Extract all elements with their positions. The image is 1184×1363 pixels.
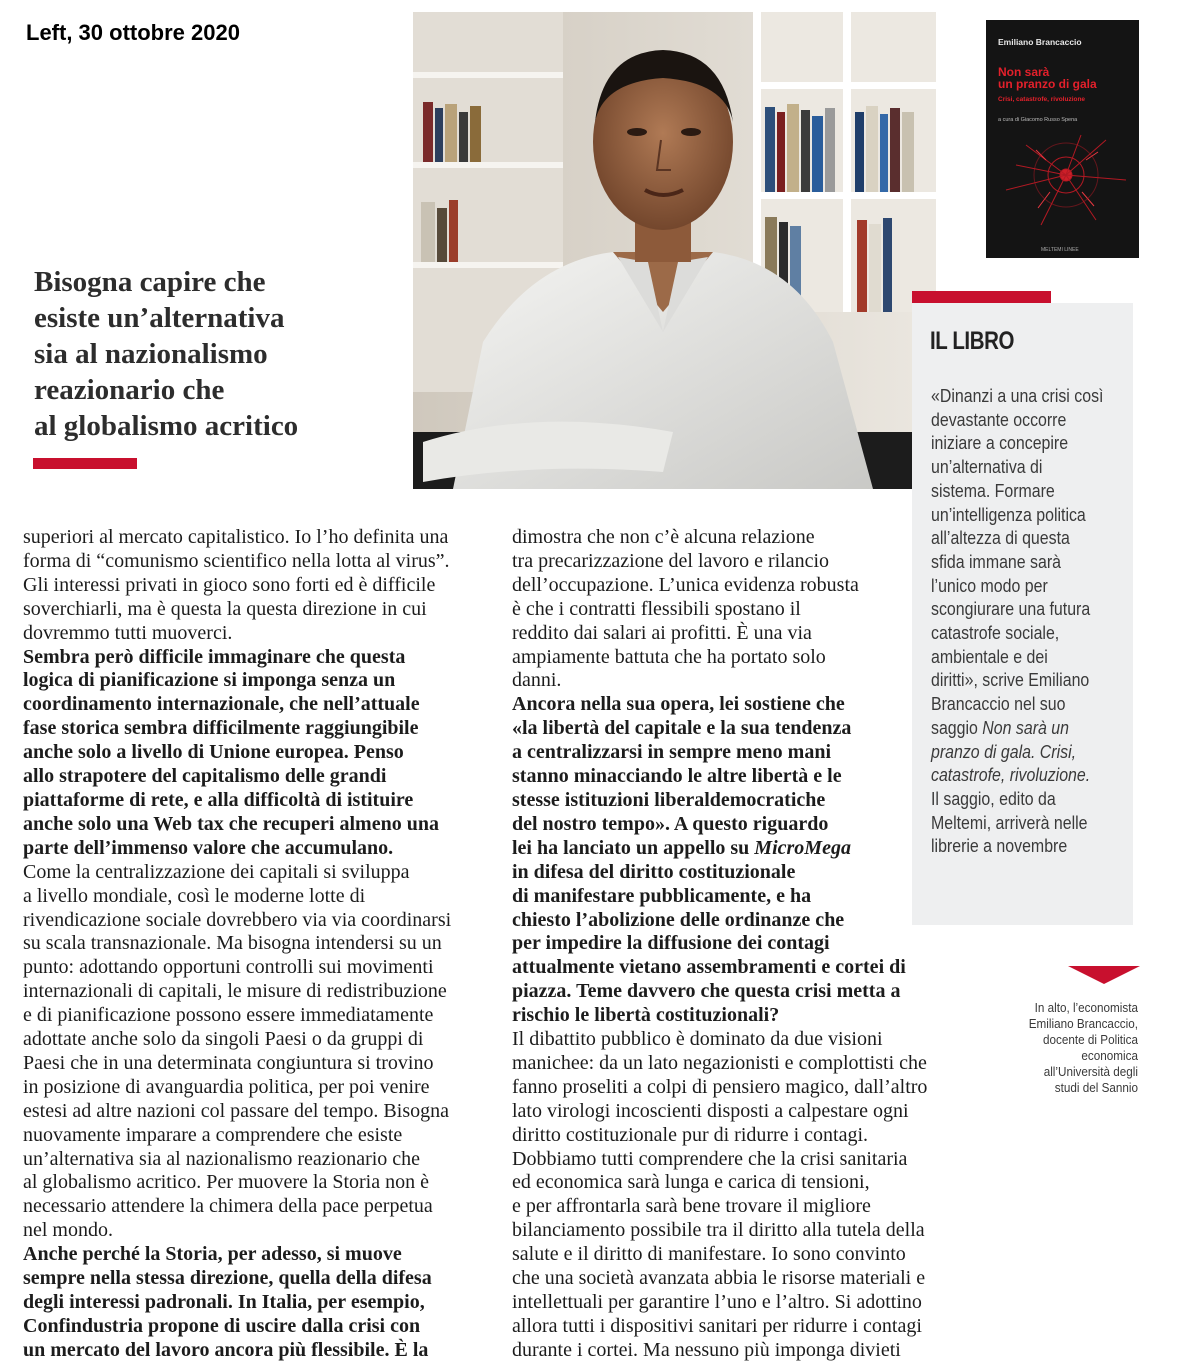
article-column-right [512, 526, 967, 1363]
pull-quote [34, 264, 404, 444]
text-line: necessario attendere la chimera della pace perpetua [23, 1195, 433, 1218]
question-paragraph [23, 646, 488, 861]
text-line: estesi ad altre nazioni col passare del tempo. Bisogna [23, 1099, 449, 1122]
answer-paragraph [512, 526, 967, 693]
pull-quote-line: reazionario che [34, 374, 225, 406]
sidebar-title: IL LIBRO [930, 327, 1015, 355]
text-line: a livello mondiale, così le moderne lotte di [23, 884, 366, 907]
book-cover-title-line: un pranzo di gala [998, 77, 1097, 91]
book-cover-title-line: Non sarà [998, 65, 1050, 79]
text-line: reddito dai salari ai profitti. È una via [512, 621, 812, 644]
text-line: in difesa del diritto costituzionale [512, 860, 796, 883]
text-line: logica di pianificazione si imponga senza un [23, 669, 396, 692]
text-line: lato virologi incoscienti disposti a calpestare ogni [512, 1099, 909, 1122]
text-line: manichee: da un lato negazionisti e complottisti che [512, 1051, 927, 1074]
sidebar-book-title-italic: catastrofe, rivoluzione. [931, 764, 1091, 786]
caption-line: Emiliano Brancaccio, [1028, 1016, 1138, 1031]
text-line: anche solo a livello di Unione europea. Penso [23, 741, 404, 764]
text-line: rischio le libertà costituzionali? [512, 1004, 780, 1027]
sidebar-line: sistema. Formare [931, 479, 1055, 501]
question-paragraph [23, 1243, 488, 1363]
sidebar-rule [912, 291, 1051, 303]
text-line: internazionali di capitali, le misure di redistribuzione [23, 980, 447, 1003]
text-line: e per affrontarla sarà bene trovare il migliore [512, 1195, 871, 1218]
text-line: attualmente vietano assembramenti e cortei di [512, 956, 906, 979]
text-line: «la libertà del capitale e la sua tendenza [512, 717, 852, 740]
text-line: chiesto l’abolizione delle ordinanze che [512, 908, 845, 931]
book-cover-editor: a cura di Giacomo Russo Spena [998, 117, 1078, 123]
text-line: coordinamento internazionale, che nell’attuale [23, 693, 420, 716]
book-cover-author: Emiliano Brancaccio [998, 37, 1082, 47]
pull-quote-line: al globalismo acritico [34, 410, 299, 442]
question-paragraph [512, 693, 967, 1028]
text-line: ed economica sarà lunga e carica di tensioni, [512, 1171, 870, 1194]
text-line: è che i contratti flessibili spostano il [512, 597, 801, 620]
text-line: fanno proseliti a colpi di pensiero magico, dall’altro [512, 1075, 928, 1098]
text-line: anche solo una Web tax che recuperi almeno una [23, 812, 439, 835]
text-line: allora tutti i dispositivi sanitari per ridurre i contagi [512, 1314, 922, 1337]
text-line: un mercato del lavoro ancora più flessibile. È la [23, 1338, 429, 1361]
caption-line: all’Università degli [1043, 1064, 1138, 1079]
sidebar-book-title-italic: Non sarà un [982, 716, 1069, 738]
text-line: stesse istituzioni liberaldemocratiche [512, 788, 826, 811]
sidebar-line: devastante occorre [931, 408, 1067, 430]
text-line-prefix: lei ha lanciato un appello su [512, 836, 750, 859]
sidebar-line: diritti», scrive Emiliano [931, 669, 1090, 691]
sidebar-line: scongiurare una futura [931, 598, 1091, 620]
pull-quote-line: esiste un’alternativa [34, 302, 285, 334]
micromega-italic: MicroMega [754, 836, 851, 859]
text-line: parte dell’immenso valore che accumulano. [23, 836, 394, 859]
text-line: Anche perché la Storia, per adesso, si muove [23, 1243, 402, 1266]
pull-quote-line: Bisogna capire che [34, 266, 266, 298]
text-line: intellettuali per garantire l’uno e l’altro. Si adottino [512, 1291, 922, 1313]
sidebar-line: «Dinanzi a una crisi così [931, 385, 1104, 406]
text-line: Il dibattito pubblico è dominato da due visioni [512, 1028, 883, 1051]
text-line: allo strapotere del capitalismo delle grandi [23, 765, 387, 788]
answer-paragraph [23, 526, 488, 646]
article-column-left [23, 526, 488, 1363]
text-line: punto: adottando opportuni controlli sui movimenti [23, 956, 434, 979]
text-line: Sembra però difficile immaginare che questa [23, 645, 406, 668]
sidebar-line-text: saggio [931, 716, 978, 738]
text-line: stanno minacciando le altre libertà e le [512, 765, 842, 788]
caption-arrow-icon [1068, 966, 1140, 986]
text-line: diritto costituzionale pur di ridurre i contagi. [512, 1123, 869, 1146]
text-line: di manifestare pubblicamente, e ha [512, 884, 812, 907]
text-line: Dobbiamo tutti comprendere che la crisi sanitaria [512, 1147, 908, 1170]
text-line: dimostra che non c’è alcuna relazione [512, 526, 815, 548]
caption-line: studi del Sannio [1054, 1080, 1138, 1095]
text-line: Gli interessi privati in gioco sono forti ed è difficile [23, 573, 436, 596]
text-line: dovremmo tutti muoverci. [23, 621, 233, 644]
text-line: Ancora nella sua opera, lei sostiene che [512, 693, 845, 716]
text-line: Paesi che in una determinata congiuntura si trovino [23, 1051, 434, 1074]
sidebar-line: iniziare a concepire [931, 432, 1069, 454]
book-cover [986, 20, 1139, 258]
text-line: Come la centralizzazione dei capitali si sviluppa [23, 860, 410, 883]
author-photo [413, 12, 936, 489]
text-line: adottate anche solo da singoli Paesi o da gruppi di [23, 1028, 424, 1051]
text-line: danni. [512, 669, 562, 692]
text-line: piattaforme di rete, e alla difficoltà di istituire [23, 788, 414, 811]
sidebar-line: catastrofe sociale, [931, 622, 1060, 644]
pull-quote-line: sia al nazionalismo [34, 338, 268, 370]
text-line: soverchiarli, ma è questa la questa direzione in cui [23, 597, 427, 620]
book-cover-publisher: MELTEMI LINEE [1041, 247, 1079, 253]
text-line [512, 837, 967, 861]
caption-line: economica [1081, 1048, 1138, 1063]
book-cover-artwork [986, 130, 1139, 240]
source-label: Left, 30 ottobre 2020 [26, 20, 240, 45]
book-cover-subtitle: Crisi, catastrofe, rivoluzione [998, 96, 1086, 103]
sidebar-book-title-italic: pranzo di gala. Crisi, [931, 740, 1077, 762]
text-line: un’alternativa sia al nazionalismo reazionario che [23, 1147, 421, 1170]
text-line: sempre nella stessa direzione, quella della difesa [23, 1267, 432, 1290]
text-line: forma di “comunismo scientifico nella lotta al virus”. [23, 549, 450, 572]
answer-paragraph [512, 1028, 967, 1363]
text-line: durante i cortei. Ma nessuno più imponga divieti [512, 1338, 901, 1361]
sidebar-line: Meltemi, arriverà nelle [931, 811, 1088, 833]
text-line: dell’occupazione. L’unica evidenza robusta [512, 573, 859, 596]
book-cover-title [998, 66, 1133, 90]
sidebar-line: un’alternativa di [931, 456, 1043, 478]
text-line: Confindustria propone di uscire dalla crisi con [23, 1314, 421, 1337]
sidebar-line: sfida immane sarà [931, 550, 1061, 572]
text-line: bilanciamento possibile tra il diritto alla tutela della [512, 1219, 925, 1242]
text-line: fase storica sembra difficilmente raggiungibile [23, 717, 419, 740]
text-line: in posizione di avanguardia politica, per poi venire [23, 1075, 430, 1098]
text-line: che una società avanzata abbia le risorse materiali e [512, 1267, 926, 1290]
text-line: salute e il diritto di manifestare. Io sono convinto [512, 1243, 906, 1266]
pull-quote-rule [33, 458, 137, 469]
sidebar-line: ambientale e dei [931, 645, 1048, 667]
caption-line: docente di Politica [1043, 1032, 1138, 1047]
sidebar-line: Il saggio, edito da [931, 787, 1056, 809]
answer-paragraph [23, 861, 488, 1244]
text-line: nuovamente imparare a comprendere che esiste [23, 1123, 403, 1146]
sidebar-line: Brancaccio nel suo [931, 693, 1066, 715]
text-line: piazza. Teme davvero che questa crisi metta a [512, 980, 901, 1003]
text-line: ampiamente battuta che ha portato solo [512, 645, 826, 668]
text-line: a centralizzarsi in sempre meno mani [512, 741, 832, 764]
sidebar-line: l’unico modo per [931, 574, 1048, 596]
text-line: su scala transnazionale. Ma bisogna intendersi su un [23, 932, 442, 955]
photo-caption [978, 1000, 1138, 1096]
sidebar-line: un’intelligenza politica [931, 503, 1086, 525]
sidebar-line: all’altezza di questa [931, 527, 1070, 549]
text-line: al globalismo acritico. Per muovere la Storia non è [23, 1171, 429, 1194]
text-line: superiori al mercato capitalistico. Io l’ho definita una [23, 526, 449, 548]
text-line: degli interessi padronali. In Italia, per esempio, [23, 1291, 425, 1313]
caption-line: In alto, l’economista [1034, 1000, 1138, 1015]
text-line: del nostro tempo». A questo riguardo [512, 812, 829, 835]
text-line: tra precarizzazione del lavoro e rilancio [512, 549, 830, 572]
sidebar-line: librerie a novembre [931, 835, 1068, 857]
text-line: per impedire la diffusione dei contagi [512, 932, 830, 955]
text-line: e di pianificazione possono essere immediatamente [23, 1004, 434, 1027]
text-line: rivendicazione sociale dovrebbero via via coordinarsi [23, 908, 452, 931]
text-line: nel mondo. [23, 1219, 113, 1242]
